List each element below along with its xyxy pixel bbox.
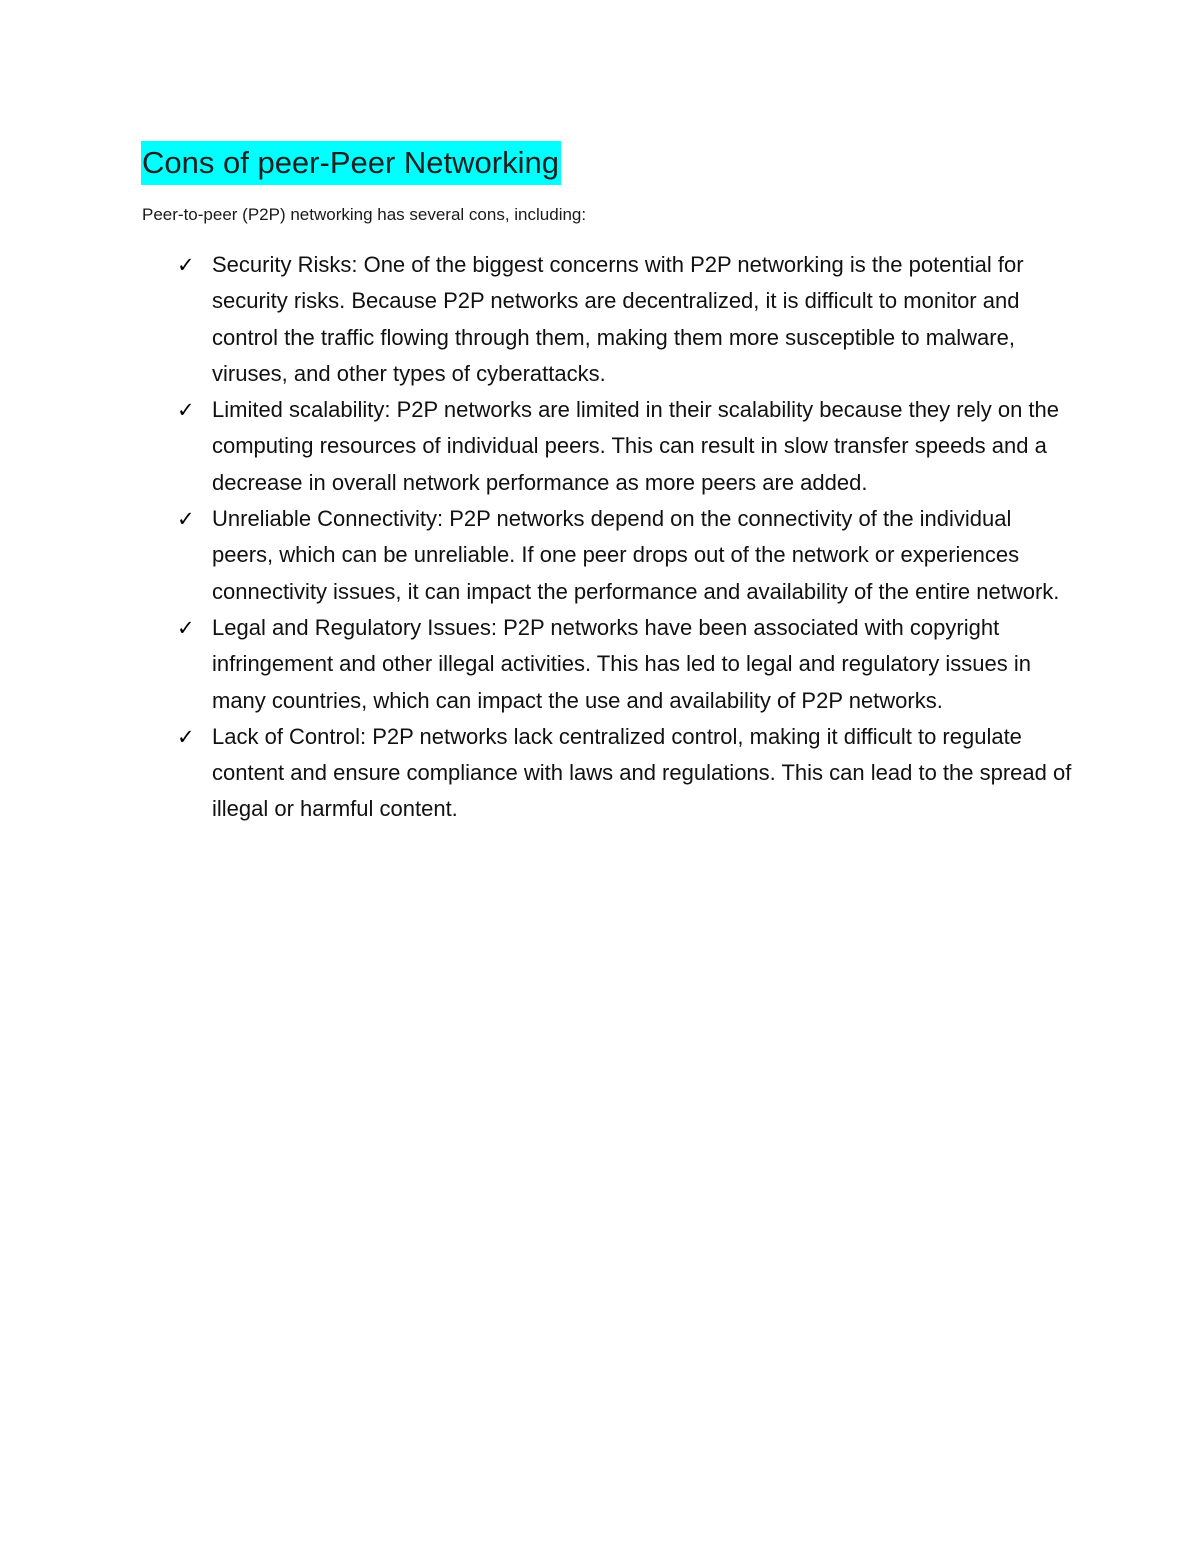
checkmark-icon: ✓ <box>177 724 195 749</box>
checkmark-icon: ✓ <box>177 398 195 423</box>
checkmark-icon: ✓ <box>177 507 195 532</box>
checkmark-icon: ✓ <box>177 615 195 640</box>
cons-item-legal-regulatory-issues <box>0 610 1072 719</box>
cons-item-limited-scalability <box>0 392 1072 501</box>
checkmark-icon: ✓ <box>177 253 195 277</box>
intro-paragraph: Peer-to-peer (P2P) networking has several cons, including: <box>142 205 587 224</box>
cons-item-text: Limited scalability: P2P networks are limited in their scalability because they rely on the computing resources of individual peers. This can result in slow transfer speeds and a decrease in overall network performance as more peers are added. <box>212 397 1059 495</box>
cons-item-unreliable-connectivity <box>0 501 1072 610</box>
cons-item-text: Legal and Regulatory Issues: P2P networks have been associated with copyright infringement and other illegal activities. This has led to legal and regulatory issues in many countries, which can impact the use and availability of P2P networks. <box>212 614 1031 713</box>
cons-item-text: Security Risks: One of the biggest concerns with P2P networking is the potential for security risks. Because P2P networks are decentralized, it is difficult to monitor and control the traffic flowing through them, making them more susceptible to malware, viruses, and other types of cyberattacks. <box>212 252 1024 386</box>
cons-list <box>0 247 1200 828</box>
cons-item-text: Lack of Control: P2P networks lack centralized control, making it difficult to regulate content and ensure compliance with laws and regulations. This can lead to the spread of illegal or harmful content. <box>212 723 1072 822</box>
cons-item-text: Unreliable Connectivity: P2P networks depend on the connectivity of the individual peers, which can be unreliable. If one peer drops out of the network or experiences connectivity issues, it can impact the performance and availability of the entire network. <box>212 506 1060 604</box>
page-title: Cons of peer-Peer Networking <box>141 141 561 185</box>
cons-item-security-risks <box>0 247 1072 392</box>
cons-item-lack-of-control <box>0 719 1072 828</box>
